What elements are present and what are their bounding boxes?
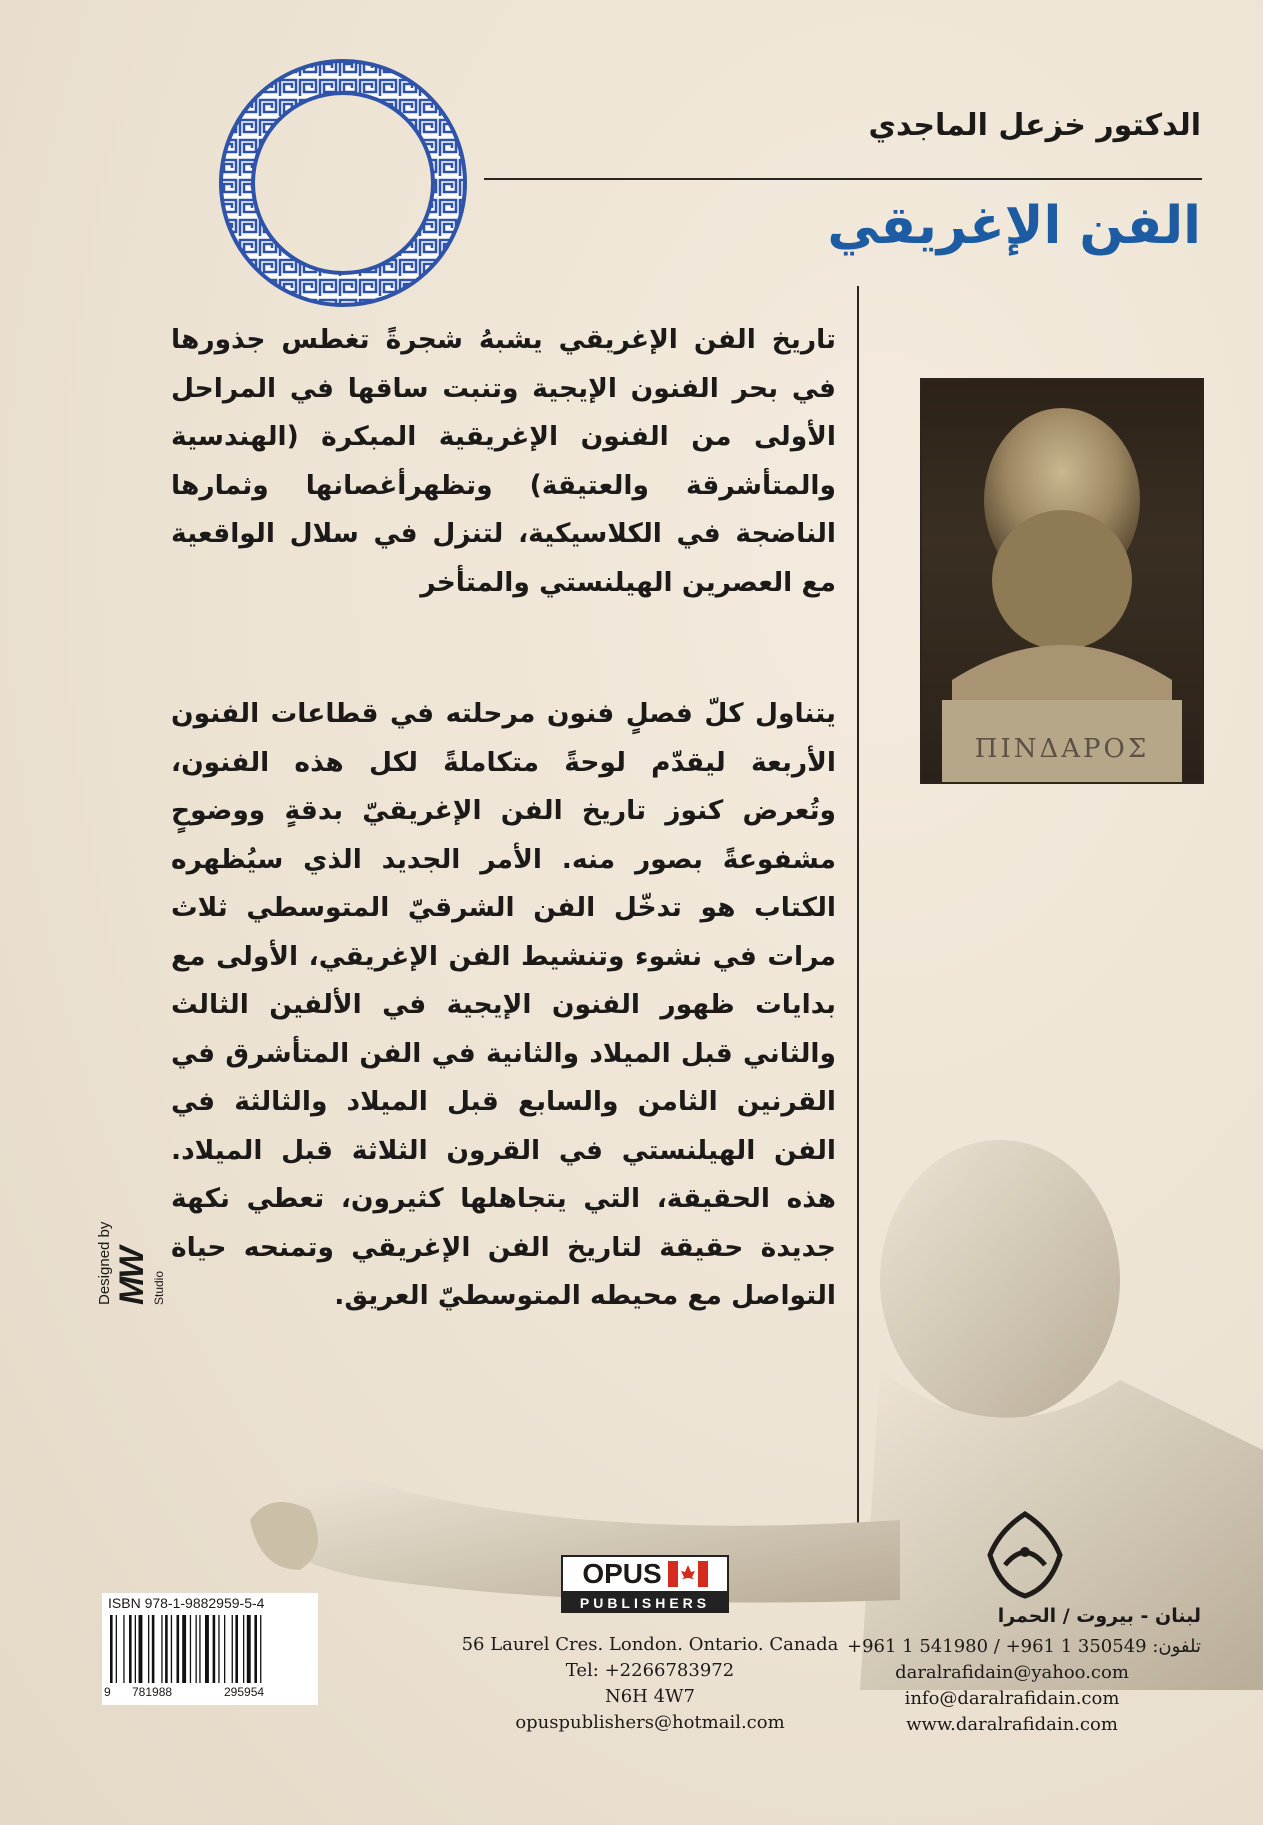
barcode-bars — [108, 1615, 312, 1683]
synopsis-paragraph-2: يتناول كلّ فصلٍ فنون مرحلته في قطاعات الفنون الأربعة ليقدّم لوحةً متكاملةً لكل هذه الفنون، وتُعرض كنوز تاريخ الفن الإغريقيّ بدقةٍ ووضوحٍ مشفوعةً بصور منه. الأمر الجديد الذي سيُظهره الكتاب هو تدخّل الفن الشرقيّ المتوسطي ثلاث مرات في نشوء وتنشيط الفن الإغريقي، الأولى مع بدايات ظهور الفنون الإيجية في الألفين الثالث والثاني قبل الميلاد والثانية في الفن المتأشرق في القرنين الثامن والسابع قبل الميلاد والثالثة في الفن الهيلنستي في القرون الثلاثة قبل الميلاد. هذه الحقيقة، التي يتجاهلها كثيرون، تعطي نكهة جديدة حقيقة لتاريخ الفن الإغريقي وتمنحه حياة التواصل مع محيطه المتوسطيّ العريق. — [171, 698, 836, 1311]
opus-postal: N6H 4W7 — [604, 1686, 696, 1707]
canada-flag-icon — [668, 1561, 708, 1587]
greek-key-ring-ornament — [218, 58, 468, 308]
rafidain-email-1: daralrafidain@yahoo.com — [895, 1662, 1129, 1683]
designer-credit — [96, 1145, 166, 1305]
rafidain-phone: +961 1 541980 / +961 1 350549 :تلفون — [847, 1636, 1201, 1657]
pindar-bust-photo — [920, 378, 1204, 784]
header-divider — [484, 178, 1202, 180]
bust-inscription: ΠΙΝΔΑΡΟΣ — [974, 734, 1150, 764]
rafidain-city: لبنان - بيروت / الحمرا — [997, 1605, 1201, 1627]
bust-illustration — [922, 380, 1202, 782]
author-name: الدكتور خزعل الماجدي — [868, 108, 1201, 143]
opus-tel: Tel: +2266783972 — [565, 1660, 735, 1681]
designer-suffix: Studio — [152, 1270, 166, 1305]
opus-email: opuspublishers@hotmail.com — [515, 1712, 785, 1733]
isbn-barcode — [102, 1593, 318, 1705]
book-title: الفن الإغريقي — [827, 196, 1201, 256]
barcode-group-1: 781988 — [132, 1685, 173, 1699]
rafidain-logo-icon — [980, 1510, 1070, 1600]
opus-logo-sub: PUBLISHERS — [561, 1593, 729, 1613]
opus-address: 56 Laurel Cres. London. Ontario. Canada — [461, 1634, 839, 1655]
designer-prefix: Designed by — [96, 1221, 113, 1305]
opus-logo-word: OPUS — [582, 1558, 662, 1589]
rafidain-website: www.daralrafidain.com — [906, 1714, 1118, 1735]
rafidain-email-2: info@daralrafidain.com — [904, 1688, 1120, 1709]
barcode-lead-digit: 9 — [104, 1685, 111, 1699]
isbn-number: ISBN 978-1-9882959-5-4 — [108, 1595, 265, 1611]
synopsis-paragraph-1: تاريخ الفن الإغريقي يشبهُ شجرةً تغطس جذورها في بحر الفنون الإيجية وتنبت ساقها في المراحل الأولى من الفنون الإغريقية المبكرة (الهندسية والمتأشرقة والعتيقة) وتظهرأغصانها وثمارها الناضجة في الكلاسيكية، لتنزل في سلال الواقعية مع العصرين الهيلنستي والمتأخر — [171, 324, 836, 598]
barcode-group-2: 295954 — [224, 1685, 265, 1699]
designer-logo: MW — [113, 1248, 151, 1305]
opus-publishers-logo — [561, 1555, 729, 1613]
